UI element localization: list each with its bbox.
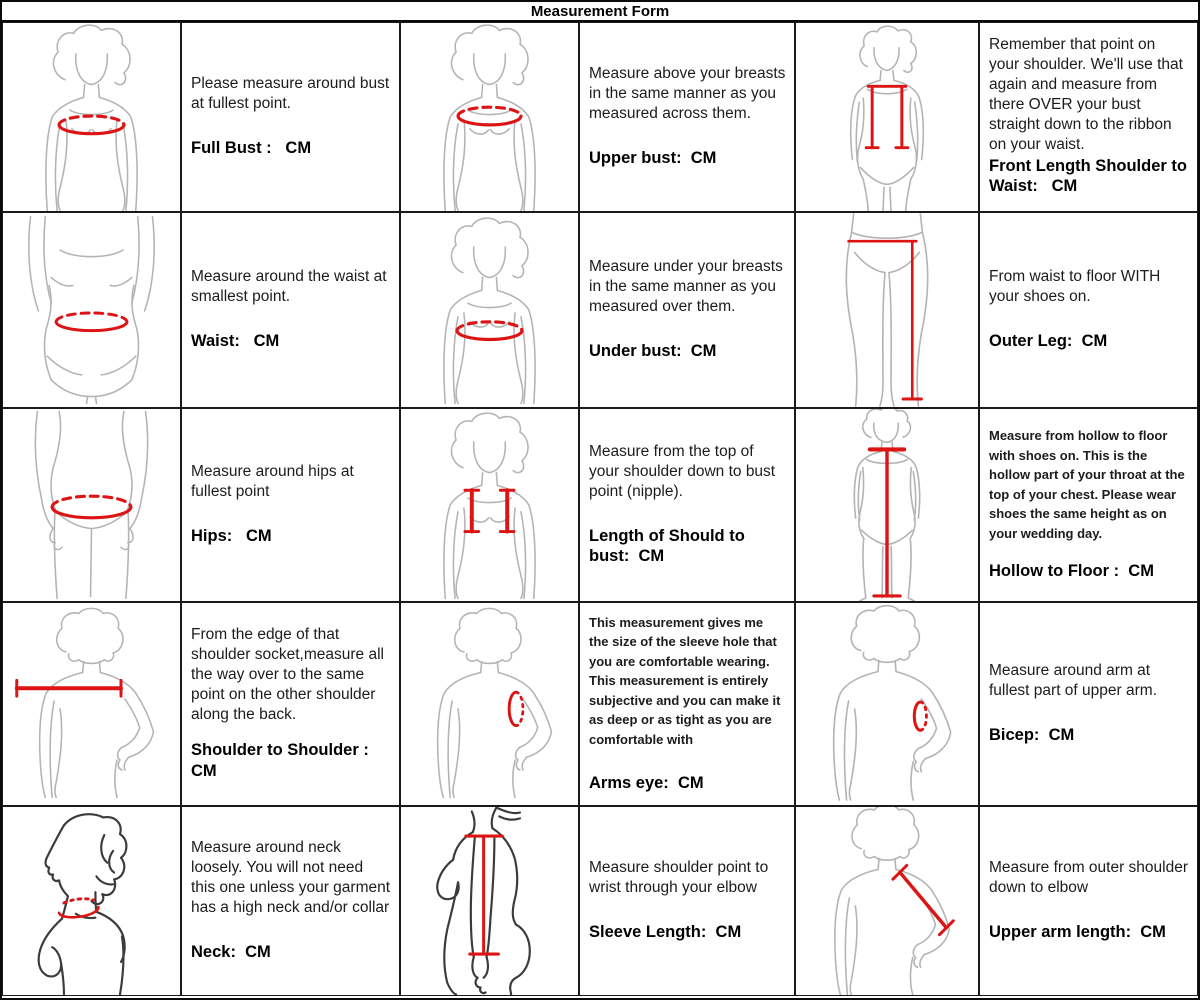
bicep-figure [795,602,979,806]
measurement-cell-neck [181,806,400,996]
measurement-cell-bicep [979,602,1198,806]
measurement-cell-arms-eye [579,602,795,806]
hips-figure [2,408,181,602]
measurement-description: Measure around arm at fullest part of upper arm. [989,662,1157,699]
measurement-table [2,22,1198,996]
measurement-description: This measurement gives me the size of the sleeve hole that you are comfortable wearing. This measurement is entirely subjective and you can make it as deep or as tight as you are comfortable with [589,614,785,747]
upper-arm-figure [795,806,979,996]
measurement-label: Full Bust : CM [191,138,312,157]
measurement-label: Sleeve Length: CM [589,922,742,941]
measurement-label: Shoulder to Shoulder : CM [191,741,374,780]
measurement-label: Length of Should to bust: CM [589,526,750,565]
measurement-label: Upper bust: CM [589,148,717,167]
measurement-cell-outer-leg [979,212,1198,408]
measurement-label: Bicep: CM [989,725,1075,744]
measurement-cell-under-bust [579,212,795,408]
under-bust-figure [400,212,579,408]
measurement-description: Measure around hips at fullest point [191,463,359,500]
measurement-cell-sleeve-length [579,806,795,996]
form-title: Measurement Form [2,2,1198,22]
measurement-cell-full-bust [181,22,400,212]
measurement-label: Under bust: CM [589,341,717,360]
measurement-label: Waist: CM [191,331,280,350]
measurement-description: Remember that point on your shoulder. We'll use that again and measure from there OVER your bust straight down to the ribbon on your waist. [989,36,1188,153]
outer-leg-figure [795,212,979,408]
measurement-label: Arms eye: CM [589,774,704,793]
measurement-label: Front Length Shoulder to Waist: CM [989,157,1192,196]
measurement-cell-shoulder-to-bust [579,408,795,602]
measurement-description: Measure around neck loosely. You will not need this one unless your garment has a high neck and/or collar [191,839,395,916]
shoulder-to-bust-figure [400,408,579,602]
measurement-cell-front-length [979,22,1198,212]
front-length-figure [795,22,979,212]
upper-bust-figure [400,22,579,212]
measurement-description: From the edge of that shoulder socket,measure all the way over to the same point on the other shoulder along the back. [191,626,389,723]
measurement-label: Hollow to Floor : CM [989,562,1154,581]
measurement-description: Please measure around bust at fullest point. [191,75,394,112]
measurement-description: From waist to floor WITH your shoes on. [989,268,1165,305]
measurement-description: Measure from outer shoulder down to elbow [989,859,1193,896]
hollow-to-floor-figure [795,408,979,602]
measurement-cell-hollow-to-floor [979,408,1198,602]
measurement-label: Neck: CM [191,942,271,961]
waist-figure [2,212,181,408]
measurement-cell-hips [181,408,400,602]
measurement-description: Measure shoulder point to wrist through your elbow [589,859,773,896]
arms-eye-figure [400,602,579,806]
measurement-description: Measure under your breasts in the same manner as you measured over them. [589,258,788,315]
measurement-description: Measure around the waist at smallest point. [191,268,391,305]
measurement-description: Measure above your breasts in the same manner as you measured across them. [589,65,790,122]
measurement-cell-upper-arm [979,806,1198,996]
measurement-label: Hips: CM [191,526,272,545]
measurement-cell-shoulder-to-shoulder [181,602,400,806]
measurement-label: Upper arm length: CM [989,922,1166,941]
measurement-description: Measure from the top of your shoulder down to bust point (nipple). [589,443,780,500]
neck-figure [2,806,181,996]
measurement-cell-upper-bust [579,22,795,212]
measurement-cell-waist [181,212,400,408]
full-bust-figure [2,22,181,212]
measurement-label: Outer Leg: CM [989,331,1108,350]
shoulder-to-shoulder-figure [2,602,181,806]
sleeve-length-figure [400,806,579,996]
measurement-description: Measure from hollow to floor with shoes on. This is the hollow part of your throat at the top of your chest. Please wear shoes the same height as on your wedding day. [989,428,1189,541]
